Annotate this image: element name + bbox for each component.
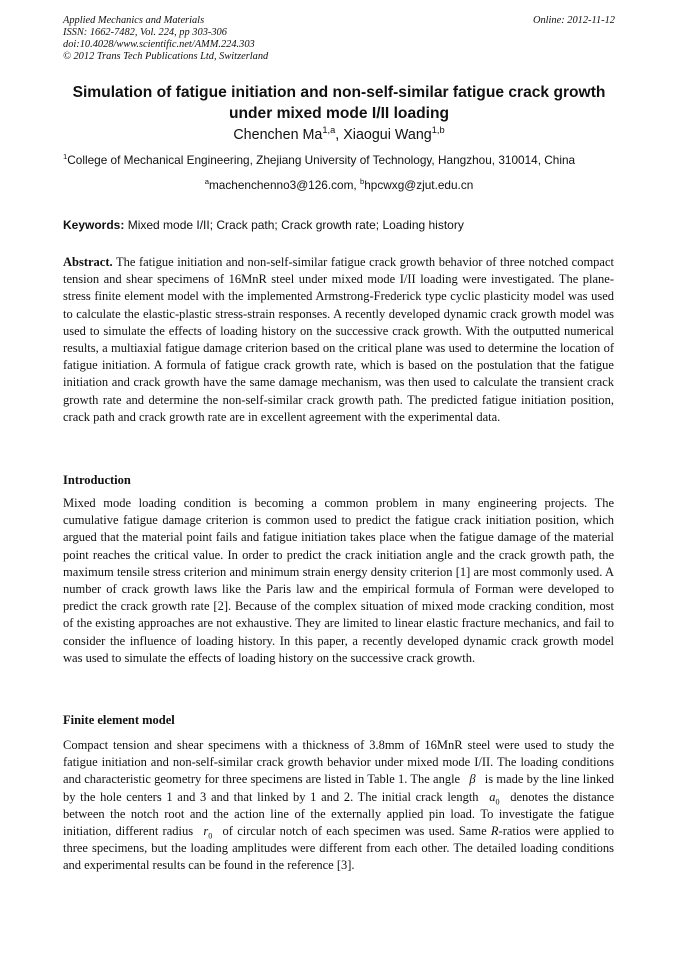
author-separator: , bbox=[335, 127, 344, 143]
abstract-text: The fatigue initiation and non-self-similar fatigue crack growth behavior of three notched compact tension and shear specimens of 16MnR steel under mixed mode I/II loading were investigated. The plane-stress finite element model with the implemented Armstrong-Frederick type cyclic plasticity model was used to calculate the elastic-plastic stress-strain responses. A recently developed dynamic crack growth model was used to simulate the effects of loading history on the successive crack growth. With the outputted numerical results, a multiaxial fatigue damage criterion based on the critical plane was used to determine the location of fatigue initiation. A formula of fatigue crack growth rate, which is based on the postulation that the fatigue initiation and crack growth have the same damage mechanism, was then used to calculate the transient crack growth rate and determine the non-self-similar crack growth path. The predicted fatigue initiation position, crack path and crack growth rate are in excellent agreement with the experimental data. bbox=[63, 255, 614, 424]
paper-title bbox=[40, 82, 638, 124]
beta-symbol: β bbox=[469, 772, 476, 787]
author-2: Xiaogui Wang bbox=[343, 127, 432, 143]
keywords bbox=[63, 218, 464, 233]
introduction-heading: Introduction bbox=[63, 473, 131, 487]
doi-line: doi:10.4028/www.scientific.net/AMM.224.303 bbox=[63, 39, 255, 50]
author-2-affiliation: 1,b bbox=[431, 125, 445, 136]
fem-heading: Finite element model bbox=[63, 713, 175, 727]
email-a-marker: a bbox=[204, 177, 209, 187]
fem-paragraph bbox=[63, 737, 614, 875]
a0-base: a bbox=[489, 789, 496, 804]
affiliation bbox=[63, 153, 575, 168]
r0-subscript: 0 bbox=[208, 831, 213, 841]
a0-subscript: 0 bbox=[495, 797, 500, 807]
abstract bbox=[63, 254, 614, 426]
author-1: Chenchen Ma bbox=[233, 127, 323, 143]
email-a: machenchenno3@126.com, bbox=[208, 178, 360, 192]
r0-base: r bbox=[203, 824, 209, 839]
a0-symbol bbox=[489, 789, 500, 807]
author-1-affiliation: 1,a bbox=[322, 125, 336, 136]
r-ratio-symbol: R bbox=[490, 824, 499, 839]
online-date: Online: 2012-11-12 bbox=[532, 15, 615, 26]
copyright-line: © 2012 Trans Tech Publications Ltd, Switzerland bbox=[63, 51, 269, 62]
journal-name: Applied Mechanics and Materials bbox=[63, 15, 205, 26]
fem-text-4: of circular notch of each specimen was used. Same bbox=[218, 824, 491, 839]
r0-symbol bbox=[203, 824, 213, 841]
keywords-text: Mixed mode I/II; Crack path; Crack growth rate; Loading history bbox=[124, 218, 464, 232]
abstract-label: Abstract. bbox=[63, 255, 113, 269]
affiliation-text: College of Mechanical Engineering, Zhejiang University of Technology, Hangzhou, 310014, China bbox=[67, 153, 576, 167]
email-line bbox=[0, 178, 678, 193]
fem-text-1: Compact tension and shear specimens with a thickness of 3.8mm of 16MnR steel were used to study the fatigue initiation and non-self-similar crack growth behavior under mixed mode I/II. The loading conditions and characteristic geometry for three specimens are listed in Table 1. The angle bbox=[63, 738, 614, 787]
keywords-label: Keywords: bbox=[63, 218, 125, 232]
fem-text-5: -ratios were applied to three specimens, but the loading amplitudes were different from each other. The detailed loading conditions and experimental results can be found in the reference [3]. bbox=[63, 824, 615, 873]
email-b: hpcwxg@zjut.edu.cn bbox=[364, 178, 474, 192]
author-list bbox=[0, 126, 678, 144]
title-line-2: under mixed mode I/II loading bbox=[228, 105, 450, 122]
issn-line: ISSN: 1662-7482, Vol. 224, pp 303-306 bbox=[63, 27, 227, 38]
introduction-paragraph: Mixed mode loading condition is becoming a common problem in many engineering projects. The cumulative fatigue damage criterion is common used to predict the fatigue crack initiation position, which argued that the material point fails and fatigue initiation takes place when the fatigue damage of the material point reaches the critical value. In order to predict the crack initiation angle and the crack growth path, the maximum tensile stress criterion and minimum strain energy density criterion [1] are most commonly used. A number of crack growth laws like the Paris law and the empirical formula of Forman were developed to predict the crack growth rate [2]. Because of the complex situation of mixed mode cracking condition, most of the existing approaches are not exhaustive. They are limited to linear elastic fracture mechanics, and fail to consider the influence of loading history. In this paper, a recently developed dynamic crack growth model was used to simulate the effects of loading history on the successive crack growth. bbox=[63, 496, 614, 665]
affiliation-marker: 1 bbox=[63, 152, 68, 162]
journal-header bbox=[63, 15, 268, 63]
title-line-1: Simulation of fatigue initiation and non-self-similar fatigue crack growth bbox=[72, 84, 606, 101]
fem-text-3: denotes the distance between the notch root and the action line of the externally applied pin load. To investigate the fatigue initiation, different radius bbox=[63, 789, 614, 839]
fem-text-2: is made by the line linked by the hole centers 1 and 3 and that linked by 1 and 2. The initial crack length bbox=[63, 772, 614, 804]
email-b-marker: b bbox=[359, 177, 365, 187]
